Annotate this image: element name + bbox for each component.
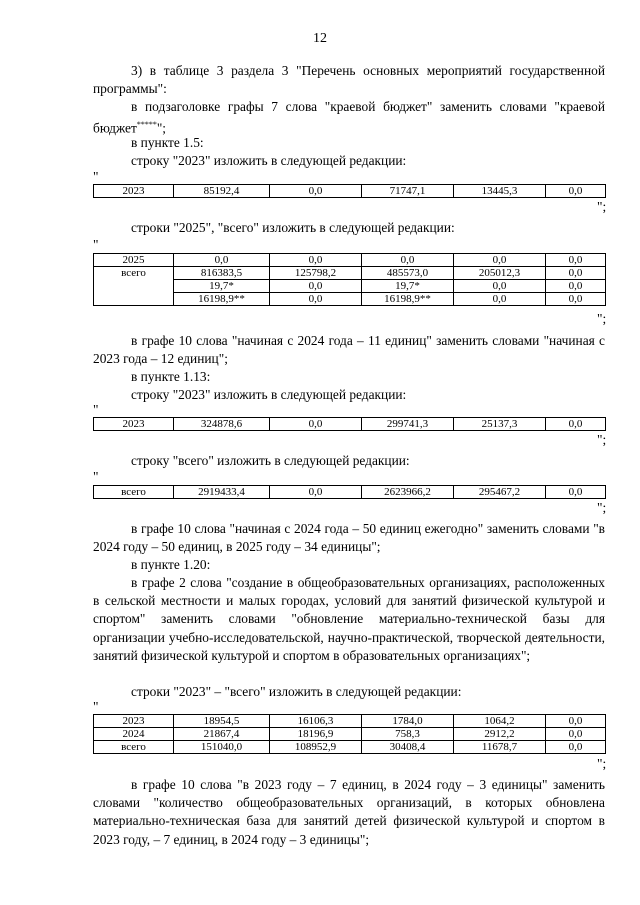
table-cell: 0,0 bbox=[546, 418, 606, 431]
table-row bbox=[94, 715, 606, 728]
table-cell: 1064,2 bbox=[454, 715, 546, 728]
table-cell: 19,7* bbox=[362, 280, 454, 293]
table-cell: 0,0 bbox=[454, 254, 546, 267]
table-cell: 125798,2 bbox=[270, 267, 362, 280]
table-cell: 0,0 bbox=[546, 741, 606, 754]
row-label-cell: всего bbox=[94, 267, 174, 306]
table-cell: 0,0 bbox=[270, 280, 362, 293]
table-cell: 0,0 bbox=[270, 254, 362, 267]
table-cell: 0,0 bbox=[546, 715, 606, 728]
table-cell: 30408,4 bbox=[362, 741, 454, 754]
paragraph-2 bbox=[93, 98, 605, 138]
table-cell: 0,0 bbox=[546, 293, 606, 306]
table-cell: 2623966,2 bbox=[362, 486, 454, 499]
table-cell: 11678,7 bbox=[454, 741, 546, 754]
table-cell: 151040,0 bbox=[174, 741, 270, 754]
table-cell: 0,0 bbox=[546, 254, 606, 267]
table-cell: 21867,4 bbox=[174, 728, 270, 741]
paragraph-2-text: в подзаголовке графы 7 слова "краевой бюджет" заменить словами "краевой бюджет bbox=[93, 99, 605, 136]
table-row bbox=[94, 185, 606, 198]
table-cell: 0,0 bbox=[546, 728, 606, 741]
table-row bbox=[94, 728, 606, 741]
table-cell: 0,0 bbox=[270, 185, 362, 198]
table-cell: 2919433,4 bbox=[174, 486, 270, 499]
row-label-cell: 2024 bbox=[94, 728, 174, 741]
open-quote-4: " bbox=[93, 469, 99, 484]
paragraph-2-end: "; bbox=[156, 120, 167, 136]
table-cell: 205012,3 bbox=[454, 267, 546, 280]
table-cell: 16106,3 bbox=[270, 715, 362, 728]
table-2 bbox=[93, 253, 606, 306]
table-row bbox=[94, 254, 606, 267]
table-cell: 0,0 bbox=[362, 254, 454, 267]
row-label-cell: 2023 bbox=[94, 715, 174, 728]
page-number: 12 bbox=[313, 31, 327, 46]
close-quote-3: "; bbox=[597, 432, 607, 447]
table-cell: 0,0 bbox=[546, 185, 606, 198]
table-cell: 0,0 bbox=[270, 486, 362, 499]
paragraph-1: 3) в таблице 3 раздела 3 "Перечень основных мероприятий государственной программы": bbox=[93, 63, 605, 97]
paragraph-2-superscript: ***** bbox=[136, 120, 157, 130]
paragraph-13: строки "2023" – "всего" изложить в следующей редакции: bbox=[131, 684, 462, 699]
table-cell: 485573,0 bbox=[362, 267, 454, 280]
close-quote-5: "; bbox=[597, 756, 607, 771]
table-cell: 71747,1 bbox=[362, 185, 454, 198]
open-quote-2: " bbox=[93, 237, 99, 252]
row-label-cell: 2025 bbox=[94, 254, 174, 267]
open-quote-1: " bbox=[93, 169, 99, 184]
close-quote-2: "; bbox=[597, 311, 607, 326]
table-cell: 1784,0 bbox=[362, 715, 454, 728]
table-cell: 324878,6 bbox=[174, 418, 270, 431]
paragraph-4: строку "2023" изложить в следующей редакции: bbox=[131, 153, 407, 168]
table-cell: 18196,9 bbox=[270, 728, 362, 741]
paragraph-14: в графе 10 слова "в 2023 году – 7 единиц, в 2024 году – 3 единицы" заменить словами "количество общеобразовательных организаций, в которых обновлена материально-техническая база для занятий детей физической культурой и спортом в 2023 году, – 7 единиц, в 2024 году – 3 единицы"; bbox=[93, 777, 605, 847]
table-cell: 0,0 bbox=[174, 254, 270, 267]
table-cell: 758,3 bbox=[362, 728, 454, 741]
table-cell: 16198,9** bbox=[362, 293, 454, 306]
table-cell: 25137,3 bbox=[454, 418, 546, 431]
paragraph-10: в графе 10 слова "начиная с 2024 года – 50 единиц ежегодно" заменить словами "в 2024 году – 50 единиц, в 2025 году – 34 единицы"; bbox=[93, 521, 605, 555]
table-cell: 0,0 bbox=[454, 293, 546, 306]
table-row bbox=[94, 486, 606, 499]
close-quote-4: "; bbox=[597, 500, 607, 515]
table-cell: 299741,3 bbox=[362, 418, 454, 431]
table-cell: 2912,2 bbox=[454, 728, 546, 741]
table-cell: 85192,4 bbox=[174, 185, 270, 198]
close-quote-1: "; bbox=[597, 199, 607, 214]
table-cell: 16198,9** bbox=[174, 293, 270, 306]
paragraph-11: в пункте 1.20: bbox=[131, 557, 211, 572]
paragraph-6: в графе 10 слова "начиная с 2024 года – 11 единиц" заменить словами "начиная с 2023 года – 12 единиц"; bbox=[93, 333, 605, 367]
table-5 bbox=[93, 714, 606, 754]
table-cell: 816383,5 bbox=[174, 267, 270, 280]
table-cell: 0,0 bbox=[546, 267, 606, 280]
paragraph-7: в пункте 1.13: bbox=[131, 369, 211, 384]
table-3 bbox=[93, 417, 606, 431]
table-cell: 13445,3 bbox=[454, 185, 546, 198]
paragraph-5: строки "2025", "всего" изложить в следующей редакции: bbox=[131, 220, 455, 235]
table-cell: 18954,5 bbox=[174, 715, 270, 728]
paragraph-3: в пункте 1.5: bbox=[131, 135, 204, 150]
paragraph-12: в графе 2 слова "создание в общеобразовательных организациях, расположенных в сельской местности и малых городах, условий для занятий физической культурой и спортом" заменить словами "обновление материально-технической базы для организации учебно-исследовательской, научно-практической, творческой деятельности, занятий физической культурой и спортом в образовательных организациях"; bbox=[93, 575, 605, 663]
paragraph-8: строку "2023" изложить в следующей редакции: bbox=[131, 387, 407, 402]
table-cell: 0,0 bbox=[270, 293, 362, 306]
row-label-cell: 2023 bbox=[94, 418, 174, 431]
table-cell: 0,0 bbox=[546, 280, 606, 293]
table-row bbox=[94, 267, 606, 280]
table-row bbox=[94, 418, 606, 431]
table-1 bbox=[93, 184, 606, 198]
row-label-cell: всего bbox=[94, 741, 174, 754]
table-cell: 19,7* bbox=[174, 280, 270, 293]
open-quote-3: " bbox=[93, 402, 99, 417]
table-cell: 0,0 bbox=[270, 418, 362, 431]
table-cell: 0,0 bbox=[546, 486, 606, 499]
row-label-cell: всего bbox=[94, 486, 174, 499]
table-4 bbox=[93, 485, 606, 499]
table-cell: 0,0 bbox=[454, 280, 546, 293]
table-cell: 108952,9 bbox=[270, 741, 362, 754]
row-label-cell: 2023 bbox=[94, 185, 174, 198]
table-cell: 295467,2 bbox=[454, 486, 546, 499]
paragraph-9: строку "всего" изложить в следующей редакции: bbox=[131, 453, 410, 468]
table-row bbox=[94, 741, 606, 754]
open-quote-5: " bbox=[93, 699, 99, 714]
